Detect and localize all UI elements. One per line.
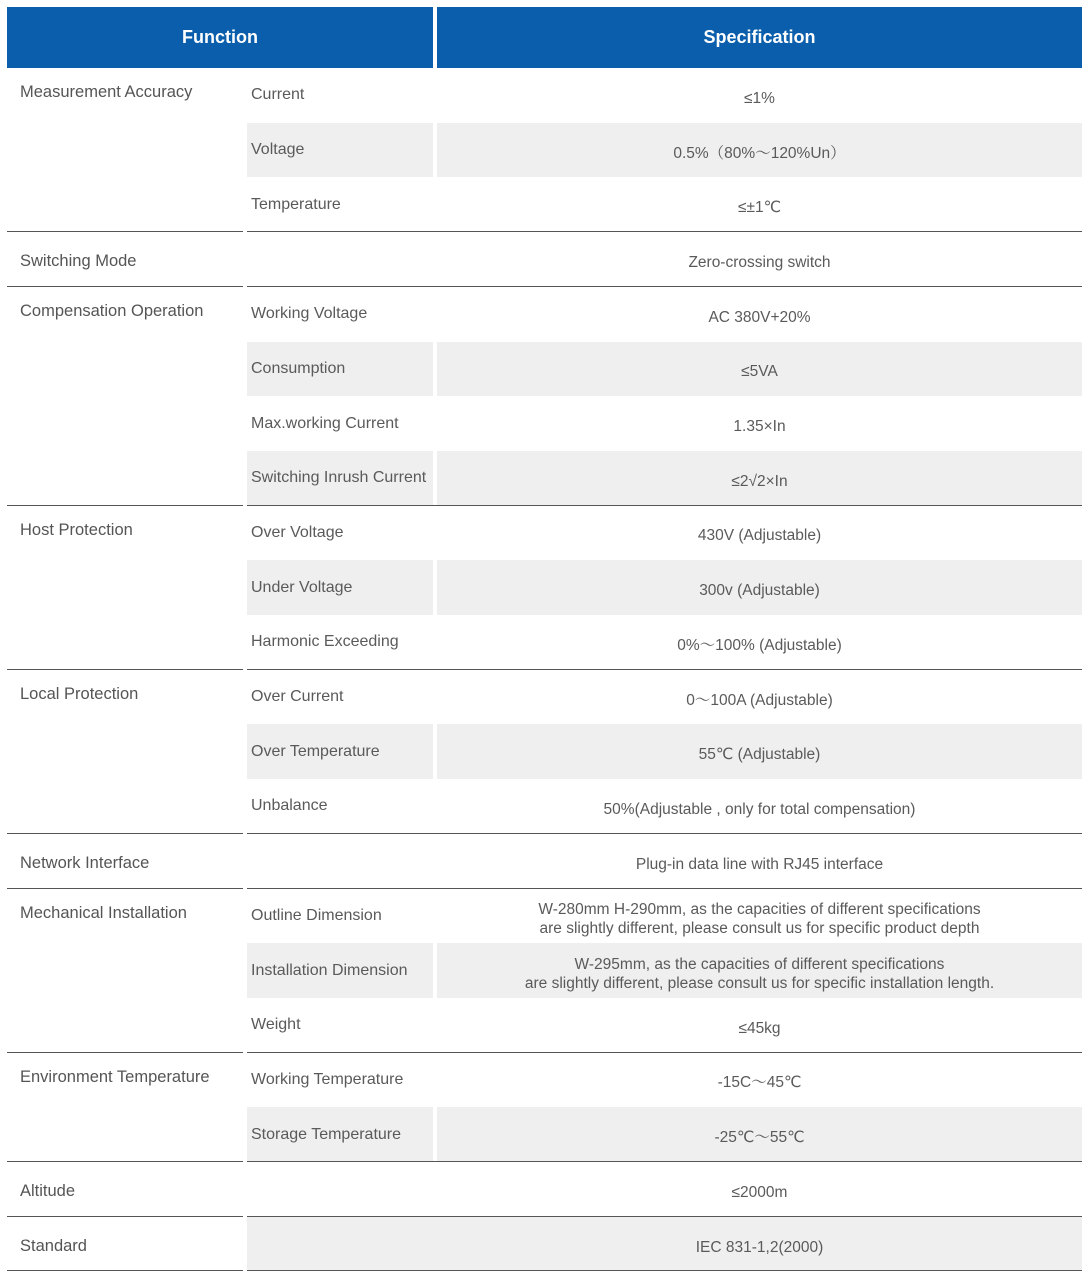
function-label: Local Protection	[20, 684, 139, 703]
function-column-bg	[7, 1107, 247, 1162]
function-column-bg	[7, 615, 247, 670]
function-column-bg	[7, 779, 247, 834]
function-column-bg	[7, 943, 247, 998]
function-column-bg	[7, 451, 247, 506]
function-label: Environment Temperature	[20, 1067, 210, 1086]
table-row	[7, 232, 1082, 287]
function-label: Measurement Accuracy	[20, 83, 193, 101]
sub-item-label: Max.working Current	[251, 414, 399, 432]
function-label: Host Protection	[20, 520, 133, 539]
table-row	[7, 834, 1082, 889]
sub-item-label: Working Voltage	[251, 305, 368, 323]
sub-item-label	[247, 232, 441, 287]
sub-item-label: Working Temperature	[251, 1070, 404, 1088]
table-row	[7, 779, 1082, 834]
sub-item-label: Voltage	[251, 141, 305, 159]
table-row	[7, 342, 1082, 397]
function-column-bg	[7, 396, 247, 451]
spec-value: ≤5VA	[741, 363, 778, 381]
function-column-bg	[7, 123, 247, 178]
spec-value: ≤1%	[744, 89, 775, 107]
table-row	[7, 998, 1082, 1053]
sub-item-label: Consumption	[251, 359, 346, 377]
group-separator	[247, 1270, 1082, 1271]
sub-item-label: Outline Dimension	[251, 906, 382, 924]
sub-item-label: Unbalance	[251, 797, 328, 815]
sub-item-label	[247, 1217, 441, 1272]
spec-value: ≤45kg	[738, 1019, 781, 1037]
table-row	[7, 506, 1082, 561]
table-row	[7, 1217, 1082, 1272]
table-row	[7, 560, 1082, 615]
spec-value: 1.35×In	[733, 418, 786, 436]
sub-item-label: Under Voltage	[251, 578, 353, 596]
function-column-bg	[7, 724, 247, 779]
table-row	[7, 177, 1082, 232]
function-column-bg	[7, 342, 247, 397]
header-function: Function	[7, 7, 433, 68]
sub-item-label: Installation Dimension	[251, 961, 408, 979]
spec-value: ≤±1℃	[737, 199, 782, 217]
sub-item-label: Weight	[251, 1016, 301, 1034]
spec-value: ≤2000m	[731, 1183, 788, 1201]
sub-item-label: Harmonic Exceeding	[251, 633, 399, 651]
table-row	[7, 943, 1082, 998]
table-row	[7, 396, 1082, 451]
table-row	[7, 670, 1082, 725]
spec-value: 300v (Adjustable)	[699, 582, 820, 600]
sub-item-label	[247, 1162, 441, 1217]
spec-value: 0.5%（80%～120%Un）	[673, 144, 846, 162]
sub-item-label: Over Temperature	[251, 742, 380, 760]
sub-item-label: Current	[251, 86, 305, 104]
table-row	[7, 123, 1082, 178]
header-specification: Specification	[437, 7, 1082, 68]
function-column-bg	[7, 560, 247, 615]
function-label: Network Interface	[20, 853, 150, 872]
table-row	[7, 451, 1082, 506]
function-label: Switching Mode	[20, 252, 137, 271]
sub-item-label: Temperature	[251, 195, 341, 213]
sub-item-label: Switching Inrush Current	[251, 469, 427, 487]
sub-item-label	[247, 834, 441, 889]
spec-value: AC 380V+20%	[708, 308, 811, 326]
spec-value: ≤2√2×In	[731, 472, 788, 490]
spec-value: 55℃ (Adjustable)	[698, 746, 821, 764]
spec-value: Zero-crossing switch	[688, 253, 831, 271]
sub-item-label: Over Voltage	[251, 523, 344, 541]
spec-value: 0%～100% (Adjustable)	[677, 636, 842, 654]
spec-value: Plug-in data line with RJ45 interface	[635, 855, 884, 873]
spec-value: W-280mm H-290mm, as the capacities of different specifications are slightly different, please consult us for specific product depth	[538, 900, 981, 937]
group-separator	[7, 1270, 243, 1271]
sub-item-label: Over Current	[251, 688, 344, 706]
function-label: Mechanical Installation	[20, 903, 187, 922]
function-label: Compensation Operation	[20, 301, 204, 320]
spec-value: 430V (Adjustable)	[697, 527, 822, 545]
spec-value: W-295mm, as the capacities of different specifications are slightly different, please consult us for specific installation length.	[524, 955, 995, 992]
spec-value: -25℃～55℃	[714, 1129, 805, 1147]
table-row	[7, 724, 1082, 779]
function-column-bg	[7, 998, 247, 1053]
function-label: Altitude	[20, 1182, 76, 1200]
function-column-bg	[7, 177, 247, 232]
function-label: Standard	[20, 1236, 87, 1255]
table-row	[7, 615, 1082, 670]
spec-value: 50%(Adjustable , only for total compensation)	[603, 800, 916, 818]
table-row	[7, 1107, 1082, 1162]
spec-value: IEC 831-1,2(2000)	[695, 1238, 824, 1256]
spec-value: 0～100A (Adjustable)	[686, 691, 833, 709]
sub-item-label: Storage Temperature	[251, 1125, 402, 1143]
table-row	[7, 1162, 1082, 1217]
spec-value: -15C～45℃	[717, 1074, 802, 1092]
